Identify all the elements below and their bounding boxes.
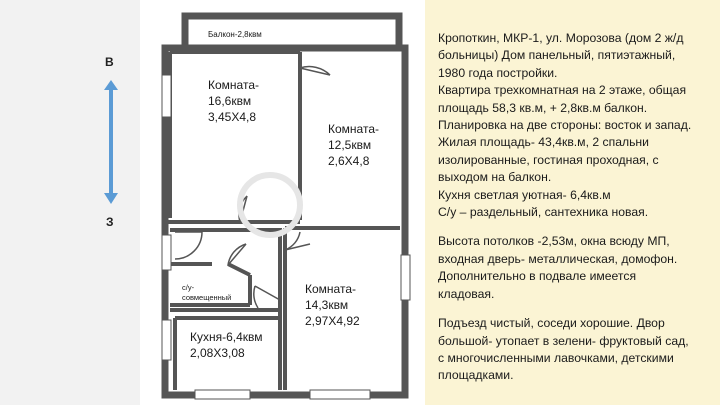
description-paragraph-1 <box>438 30 714 221</box>
balcony-label: Балкон-2,8квм <box>208 30 262 39</box>
description-line: с многочисленными лавочками, детскими <box>438 350 674 365</box>
room1-name: Комната- <box>208 78 259 92</box>
room2-dims: 2,6X4,8 <box>328 154 370 168</box>
description-line: Кухня светлая уютная- 6,4кв.м <box>438 187 611 202</box>
doors <box>175 67 330 308</box>
description-line: С/у – раздельный, сантехника новая. <box>438 205 649 220</box>
description-line: 1980 года постройки. <box>438 65 558 80</box>
room1-dims: 3,45X4,8 <box>208 110 257 124</box>
kitchen-name: Кухня-6,4квм <box>190 330 263 344</box>
description-line: площадь 58,3 кв.м, + 2,8кв.м балкон. <box>438 100 648 115</box>
description-line: Подъезд чистый, соседи хорошие. Двор <box>438 316 665 331</box>
description-line: Жилая площадь- 43,4кв.м, 2 спальни <box>438 135 649 150</box>
description-line: изолированные, гостиная проходная, с <box>438 152 659 167</box>
description-line: Высота потолков -2,53м, окна всюду МП, <box>438 234 670 249</box>
room2-name: Комната- <box>328 122 379 136</box>
description-line: Кропоткин, МКР-1, ул. Морозова (дом 2 ж/д <box>438 31 684 45</box>
room3-dims: 2,97X4,92 <box>305 314 360 328</box>
kitchen-dims: 2,08X3,08 <box>190 346 245 360</box>
description-paragraph-2 <box>438 233 714 303</box>
description-line: Планировка на две стороны: восток и запад. <box>438 118 692 133</box>
bathroom-label-line1: с/у- <box>182 283 195 292</box>
description-line: площадками. <box>438 368 514 383</box>
compass-arrow-icon <box>104 80 118 204</box>
compass-top-label: В <box>105 55 114 69</box>
description-line: выходом на балкон. <box>438 170 552 185</box>
bathroom-label-line2: совмещенный <box>182 293 232 302</box>
room1-area: 16,6квм <box>208 94 252 108</box>
description-line: большой- утопает в зелени- фруктовый сад, <box>438 333 689 348</box>
description-line: Квартира трехкомнатная на 2 этаже, общая <box>438 83 687 98</box>
description-line: кладовая. <box>438 286 495 301</box>
description-paragraph-3 <box>438 315 714 385</box>
room3-area: 14,3квм <box>305 298 349 312</box>
description-line: входная дверь- металлическая, домофон. <box>438 251 678 266</box>
description-line: больницы) Дом панельный, пятиэтажный, <box>438 48 676 63</box>
watermark-icon <box>240 175 300 235</box>
compass-bottom-label: З <box>106 215 114 229</box>
description-line: Дополнительно в подвале имеется <box>438 269 637 284</box>
room3-name: Комната- <box>305 282 356 296</box>
listing-description <box>438 30 714 397</box>
room2-area: 12,5квм <box>328 138 372 152</box>
